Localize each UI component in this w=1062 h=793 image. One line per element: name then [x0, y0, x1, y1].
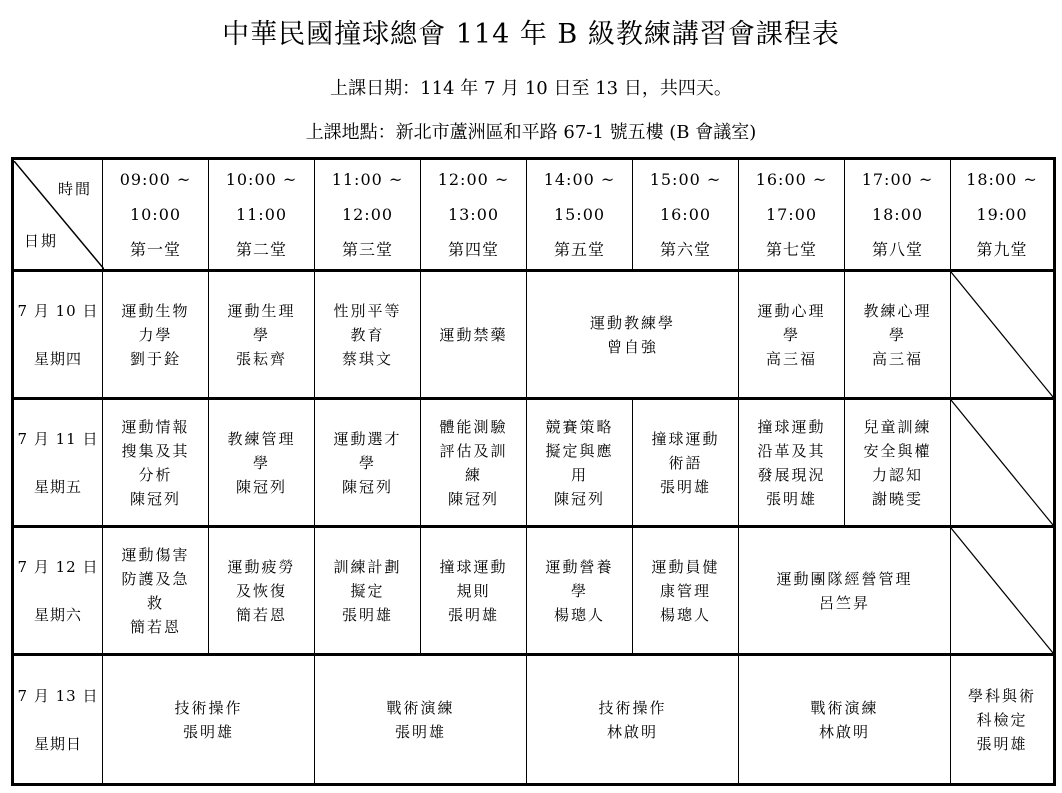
course-title-line: 擬定: [350, 581, 385, 600]
course-cell: [103, 399, 209, 527]
day-label-cell: [13, 399, 103, 527]
course-title-line: 運動團隊經營管理: [776, 569, 913, 588]
course-instructor: 簡若恩: [235, 605, 287, 624]
course-title-line: 戰術演練: [386, 698, 455, 717]
corner-cell: [13, 159, 103, 271]
course-cell: [633, 399, 739, 527]
course-title-line: 學: [252, 325, 270, 344]
period-header: [845, 159, 951, 271]
course-instructor: 張明雄: [341, 605, 393, 624]
period-end: 16:00: [659, 205, 712, 224]
period-start: 09:00 ~: [119, 170, 192, 189]
course-title-line: 運動心理: [757, 301, 826, 320]
course-cell: [421, 271, 527, 399]
day-label-cell: [13, 271, 103, 399]
course-cell: [527, 527, 633, 655]
period-start: 16:00 ~: [755, 170, 828, 189]
course-cell: [739, 527, 951, 655]
day-label-cell: [13, 527, 103, 655]
course-instructor: 張明雄: [447, 605, 499, 624]
course-dates: 上課日期：114 年 7 月 10 日至 13 日，共四天。: [330, 78, 732, 99]
course-instructor: 陳冠列: [129, 489, 181, 508]
period-end: 13:00: [447, 205, 500, 224]
course-cell: [103, 655, 315, 785]
period-header: [315, 159, 421, 271]
course-title-line: 運動傷害: [121, 545, 190, 564]
course-instructor: 陳冠列: [553, 489, 605, 508]
course-cell: [845, 271, 951, 399]
course-instructor: 張明雄: [659, 477, 711, 496]
course-title-line: 擬定與應: [545, 441, 614, 460]
day-date: 7 月 13 日: [17, 686, 99, 705]
period-name: 第四堂: [447, 240, 499, 259]
period-start: 14:00 ~: [543, 170, 616, 189]
course-instructor: 張明雄: [765, 489, 817, 508]
course-title-line: 運動教練學: [589, 313, 675, 332]
period-start: 12:00 ~: [437, 170, 510, 189]
course-cell: [315, 527, 421, 655]
course-title-line: 康管理: [659, 581, 711, 600]
course-title-line: 學科與術: [967, 686, 1036, 705]
course-cell: [103, 527, 209, 655]
course-cell: [103, 271, 209, 399]
course-title-line: 性別平等: [333, 301, 402, 320]
course-title-line: 學: [888, 325, 906, 344]
period-name: 第八堂: [871, 240, 923, 259]
course-cell: [633, 527, 739, 655]
course-cell: [951, 655, 1055, 785]
period-name: 第七堂: [765, 240, 817, 259]
course-title-line: 救: [146, 593, 164, 612]
period-header: [739, 159, 845, 271]
course-title-line: 運動員健: [651, 557, 720, 576]
period-name: 第九堂: [976, 240, 1028, 259]
course-title-line: 兒童訓練: [863, 417, 932, 436]
day-row: [13, 655, 1055, 785]
course-title-line: 競賽策略: [545, 417, 614, 436]
course-instructor: 張明雄: [182, 722, 234, 741]
day-weekday: 星期六: [33, 605, 82, 624]
course-title-line: 發展現況: [757, 465, 826, 484]
time-label: 時間: [57, 179, 92, 198]
course-instructor: 張明雄: [976, 734, 1028, 753]
empty-slot-diagonal: [951, 528, 1053, 653]
course-title-line: 分析: [138, 465, 173, 484]
course-title-line: 力學: [138, 325, 173, 344]
course-instructor: 陳冠列: [447, 489, 499, 508]
course-title-line: 戰術演練: [810, 698, 879, 717]
course-location: 上課地點：新北市蘆洲區和平路 67-1 號五樓 (B 會議室): [305, 122, 757, 143]
course-instructor: 楊璁人: [659, 605, 711, 624]
course-instructor: 謝曉雯: [871, 489, 923, 508]
page-title: 中華民國撞球總會 114 年 B 級教練講習會課程表: [222, 19, 840, 50]
course-title-line: 術語: [668, 453, 703, 472]
day-weekday: 星期日: [33, 734, 82, 753]
course-instructor: 陳冠列: [341, 477, 393, 496]
course-title-line: 沿革及其: [757, 441, 826, 460]
course-cell: [527, 655, 739, 785]
course-instructor: 高三福: [765, 349, 817, 368]
course-instructor: 林啟明: [606, 722, 658, 741]
empty-slot-diagonal: [951, 400, 1053, 525]
course-title-line: 運動情報: [121, 417, 190, 436]
empty-slot-diagonal: [951, 272, 1053, 397]
course-title-line: 學: [570, 581, 588, 600]
course-title-line: 技術操作: [598, 698, 667, 717]
day-row: [13, 527, 1055, 655]
course-title-line: 規則: [456, 581, 491, 600]
day-weekday: 星期四: [33, 349, 82, 368]
course-cell: [209, 271, 315, 399]
day-date: 7 月 12 日: [17, 557, 99, 576]
period-end: 15:00: [553, 205, 606, 224]
day-row: [13, 271, 1055, 399]
course-title-line: 運動生物: [121, 301, 190, 320]
course-title-line: 運動疲勞: [227, 557, 296, 576]
period-name: 第五堂: [553, 240, 605, 259]
period-name: 第一堂: [129, 240, 181, 259]
day-row: [13, 399, 1055, 527]
period-end: 17:00: [765, 205, 818, 224]
period-header: [633, 159, 739, 271]
course-title-line: 及恢復: [235, 581, 287, 600]
period-end: 18:00: [871, 205, 924, 224]
course-instructor: 張明雄: [394, 722, 446, 741]
course-title-line: 教育: [350, 325, 385, 344]
course-instructor: 蔡琪文: [341, 349, 393, 368]
course-title-line: 撞球運動: [439, 557, 508, 576]
course-cell: [739, 655, 951, 785]
course-title-line: 運動選才: [333, 429, 402, 448]
course-instructor: 林啟明: [818, 722, 870, 741]
course-cell: [421, 527, 527, 655]
course-cell: [739, 271, 845, 399]
period-header: [527, 159, 633, 271]
course-title-line: 搜集及其: [121, 441, 190, 460]
period-end: 10:00: [129, 205, 182, 224]
period-start: 18:00 ~: [966, 170, 1038, 189]
course-title-line: 安全與權: [863, 441, 932, 460]
course-instructor: 張耘齊: [235, 349, 287, 368]
course-title-line: 學: [252, 453, 270, 472]
course-instructor: 劉于銓: [129, 349, 181, 368]
period-end: 11:00: [235, 205, 288, 224]
day-weekday: 星期五: [33, 477, 82, 496]
course-title-line: 訓練計劃: [333, 557, 402, 576]
course-title-line: 技術操作: [174, 698, 243, 717]
course-title-line: 運動生理: [227, 301, 296, 320]
period-header: [209, 159, 315, 271]
empty-slot: [951, 527, 1055, 655]
course-title-line: 教練管理: [227, 429, 296, 448]
course-cell: [209, 527, 315, 655]
period-header: [421, 159, 527, 271]
course-title-line: 體能測驗: [439, 417, 508, 436]
period-end: 19:00: [976, 205, 1028, 224]
period-start: 15:00 ~: [649, 170, 722, 189]
course-cell: [739, 399, 845, 527]
course-cell: [421, 399, 527, 527]
course-cell: [209, 399, 315, 527]
course-title-line: 用: [570, 465, 588, 484]
header-row: [13, 159, 1055, 271]
course-title-line: 練: [464, 465, 482, 484]
date-label: 日期: [24, 231, 59, 250]
course-title-line: 學: [358, 453, 376, 472]
course-cell: [845, 399, 951, 527]
day-date: 7 月 10 日: [17, 301, 99, 320]
day-date: 7 月 11 日: [17, 429, 99, 448]
course-instructor: 楊璁人: [553, 605, 605, 624]
course-title-line: 運動營養: [545, 557, 614, 576]
course-cell: [527, 271, 739, 399]
course-instructor: 高三福: [871, 349, 923, 368]
period-end: 12:00: [341, 205, 394, 224]
period-name: 第二堂: [235, 240, 287, 259]
day-label-cell: [13, 655, 103, 785]
period-header: [951, 159, 1055, 271]
schedule-table: [11, 157, 1056, 786]
period-name: 第六堂: [659, 240, 711, 259]
period-start: 10:00 ~: [225, 170, 298, 189]
course-cell: [527, 399, 633, 527]
period-start: 11:00 ~: [331, 170, 404, 189]
period-header: [103, 159, 209, 271]
empty-slot: [951, 271, 1055, 399]
course-instructor: 曾自強: [606, 337, 658, 356]
course-cell: [315, 399, 421, 527]
course-title-line: 防護及急: [121, 569, 190, 588]
course-title-line: 撞球運動: [757, 417, 826, 436]
course-cell: [315, 271, 421, 399]
course-title-line: 撞球運動: [651, 429, 720, 448]
course-title-line: 力認知: [871, 465, 923, 484]
course-title-line: 教練心理: [863, 301, 932, 320]
course-instructor: 簡若恩: [129, 617, 181, 636]
course-title-line: 運動禁藥: [439, 325, 508, 344]
course-title-line: 科檢定: [976, 710, 1028, 729]
period-name: 第三堂: [341, 240, 393, 259]
empty-slot: [951, 399, 1055, 527]
course-title-line: 評估及訓: [439, 441, 508, 460]
course-cell: [315, 655, 527, 785]
course-instructor: 陳冠列: [235, 477, 287, 496]
course-title-line: 學: [782, 325, 800, 344]
period-start: 17:00 ~: [861, 170, 934, 189]
course-instructor: 呂竺昇: [818, 593, 870, 612]
